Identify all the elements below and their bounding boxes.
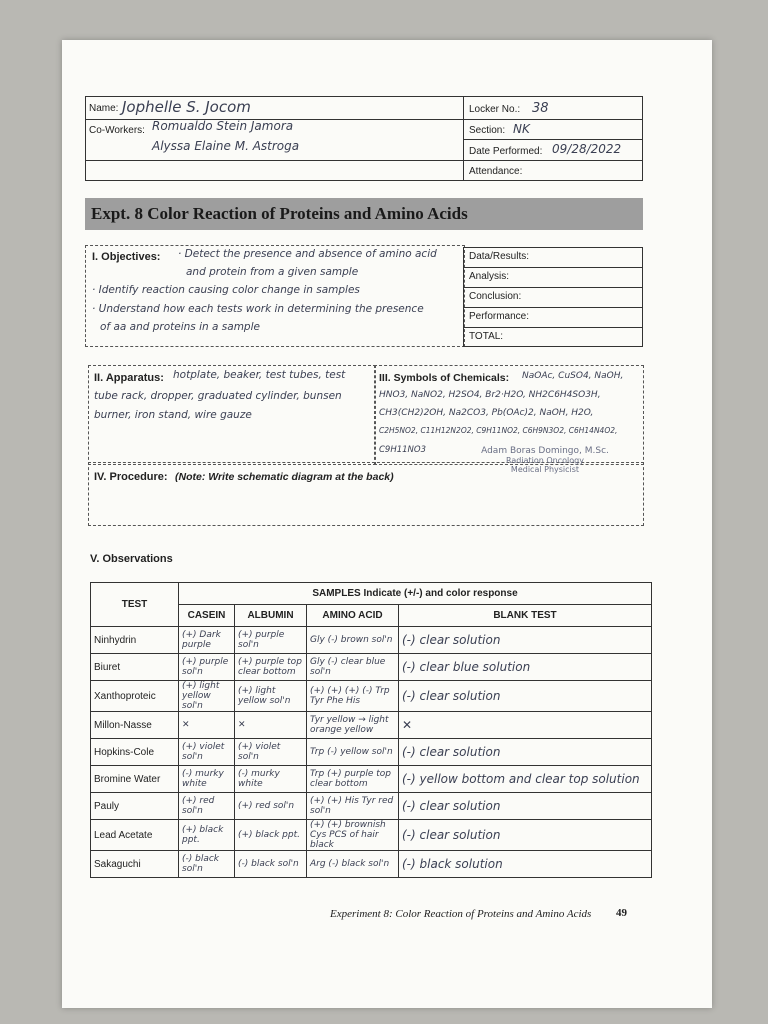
- chemicals-line-1: NaOAc, CuSO4, NaOH,: [522, 371, 624, 381]
- chemicals-line-5: C9H11NO3: [379, 445, 427, 455]
- albumin-cell: ✕: [235, 712, 307, 739]
- test-name: Ninhydrin: [91, 627, 179, 654]
- amino-acid-cell: (+) (+) brownish Cys PCS of hair black: [307, 820, 399, 851]
- footer-text: Experiment 8: Color Reaction of Proteins and Amino Acids: [330, 908, 592, 920]
- experiment-title-banner: [85, 198, 643, 230]
- amino-acid-cell: Arg (-) black sol'n: [307, 851, 399, 878]
- attendance-label: Attendance:: [469, 166, 523, 177]
- grade-data-results: Data/Results:: [464, 248, 642, 268]
- amino-acid-cell: Trp (+) purple top clear bottom: [307, 766, 399, 793]
- table-row: [91, 739, 652, 766]
- objective-line-5: of aa and proteins in a sample: [100, 321, 260, 333]
- casein-cell: (+) Dark purple: [179, 627, 235, 654]
- coworker-2: Alyssa Elaine M. Astroga: [152, 139, 300, 153]
- col-amino-acid: AMINO ACID: [307, 605, 399, 627]
- grade-analysis: Analysis:: [464, 268, 642, 288]
- apparatus-label: II. Apparatus:: [94, 372, 164, 384]
- grade-performance: Performance:: [464, 308, 642, 328]
- casein-cell: (+) red sol'n: [179, 793, 235, 820]
- albumin-cell: (-) murky white: [235, 766, 307, 793]
- test-name: Pauly: [91, 793, 179, 820]
- chemicals-line-2: HNO3, NaNO2, H2SO4, Br2·H2O, NH2C6H4SO3H,: [379, 390, 601, 400]
- albumin-cell: (+) light yellow sol'n: [235, 681, 307, 712]
- blank-test-cell: (-) clear solution: [399, 739, 652, 766]
- albumin-cell: (+) purple sol'n: [235, 627, 307, 654]
- table-row: [91, 766, 652, 793]
- objectives-label: I. Objectives:: [92, 251, 161, 263]
- col-samples: SAMPLES Indicate (+/-) and color response: [179, 583, 652, 605]
- name-value: Jophelle S. Jocom: [122, 98, 251, 116]
- objectives-section: [85, 245, 465, 347]
- observations-label: V. Observations: [90, 553, 173, 565]
- stamp-name: Adam Boras Domingo, M.Sc.: [481, 446, 609, 456]
- col-albumin: ALBUMIN: [235, 605, 307, 627]
- stamp-title: Medical Physicist: [510, 465, 580, 474]
- casein-cell: (+) light yellow sol'n: [179, 681, 235, 712]
- experiment-title: Expt. 8 Color Reaction of Proteins and Amino Acids: [91, 204, 468, 223]
- date-value: 09/28/2022: [552, 142, 622, 156]
- objective-line-3: · Identify reaction causing color change in samples: [92, 284, 360, 296]
- casein-cell: (-) black sol'n: [179, 851, 235, 878]
- grade-total: TOTAL:: [469, 331, 504, 342]
- col-blank-test: BLANK TEST: [399, 605, 652, 627]
- coworker-1: Romualdo Stein Jamora: [152, 119, 294, 133]
- objective-line-2: and protein from a given sample: [186, 266, 359, 278]
- col-test: TEST: [91, 583, 179, 627]
- locker-value: 38: [532, 101, 549, 116]
- test-name: Sakaguchi: [91, 851, 179, 878]
- amino-acid-cell: Gly (-) clear blue sol'n: [307, 654, 399, 681]
- table-row: [91, 820, 652, 851]
- casein-cell: (+) black ppt.: [179, 820, 235, 851]
- amino-acid-cell: Trp (-) yellow sol'n: [307, 739, 399, 766]
- chemicals-label: III. Symbols of Chemicals:: [379, 372, 510, 384]
- coworkers-label: Co-Workers:: [89, 125, 145, 136]
- grading-box: [463, 247, 643, 347]
- apparatus-section: [88, 365, 376, 465]
- blank-test-cell: (-) clear blue solution: [399, 654, 652, 681]
- signature-stamp: [470, 447, 620, 474]
- blank-test-cell: (-) yellow bottom and clear top solution: [399, 766, 652, 793]
- albumin-cell: (+) red sol'n: [235, 793, 307, 820]
- albumin-cell: (+) violet sol'n: [235, 739, 307, 766]
- amino-acid-cell: Tyr yellow → light orange yellow: [307, 712, 399, 739]
- albumin-cell: (+) purple top clear bottom: [235, 654, 307, 681]
- procedure-note: (Note: Write schematic diagram at the back): [175, 471, 394, 483]
- test-name: Hopkins-Cole: [91, 739, 179, 766]
- apparatus-line-3: burner, iron stand, wire gauze: [94, 409, 252, 421]
- blank-test-cell: (-) clear solution: [399, 681, 652, 712]
- section-value: NK: [513, 122, 530, 136]
- blank-test-cell: (-) clear solution: [399, 627, 652, 654]
- student-info-box: [85, 96, 643, 181]
- name-label: Name:: [89, 103, 119, 114]
- test-name: Biuret: [91, 654, 179, 681]
- amino-acid-cell: (+) (+) (+) (-) Trp Tyr Phe His: [307, 681, 399, 712]
- test-name: Xanthoproteic: [91, 681, 179, 712]
- albumin-cell: (+) black ppt.: [235, 820, 307, 851]
- casein-cell: (+) purple sol'n: [179, 654, 235, 681]
- table-row: [91, 712, 652, 739]
- chemicals-line-3: CH3(CH2)2OH, Na2CO3, Pb(OAc)2, NaOH, H2O,: [379, 408, 594, 418]
- casein-cell: (-) murky white: [179, 766, 235, 793]
- apparatus-line-2: tube rack, dropper, graduated cylinder, bunsen: [94, 390, 342, 402]
- table-row: [91, 681, 652, 712]
- amino-acid-cell: (+) (+) His Tyr red sol'n: [307, 793, 399, 820]
- blank-test-cell: (-) clear solution: [399, 793, 652, 820]
- blank-test-cell: (-) clear solution: [399, 820, 652, 851]
- casein-cell: ✕: [179, 712, 235, 739]
- blank-test-cell: ✕: [399, 712, 652, 739]
- col-casein: CASEIN: [179, 605, 235, 627]
- section-label: Section:: [469, 125, 506, 136]
- test-name: Bromine Water: [91, 766, 179, 793]
- grade-conclusion: Conclusion:: [464, 288, 642, 308]
- table-row: [91, 793, 652, 820]
- page-number: 49: [616, 907, 627, 919]
- stamp-dept: Radiation Oncology: [506, 456, 584, 465]
- table-row: [91, 654, 652, 681]
- test-name: Lead Acetate: [91, 820, 179, 851]
- chemicals-line-4: C2H5NO2, C11H12N2O2, C9H11NO2, C6H9N3O2, C6H14N4O2,: [379, 426, 618, 435]
- amino-acid-cell: Gly (-) brown sol'n: [307, 627, 399, 654]
- albumin-cell: (-) black sol'n: [235, 851, 307, 878]
- apparatus-line-1: hotplate, beaker, test tubes, test: [173, 369, 346, 381]
- casein-cell: (+) violet sol'n: [179, 739, 235, 766]
- locker-label: Locker No.:: [469, 104, 521, 115]
- objective-line-4: · Understand how each tests work in determining the presence: [92, 303, 424, 315]
- test-name: Millon-Nasse: [91, 712, 179, 739]
- observations-table: [90, 582, 652, 878]
- table-row: [91, 627, 652, 654]
- table-row: [91, 851, 652, 878]
- objective-line-1: · Detect the presence and absence of amino acid: [178, 248, 437, 260]
- procedure-label: IV. Procedure:: [94, 471, 168, 483]
- blank-test-cell: (-) black solution: [399, 851, 652, 878]
- date-label: Date Performed:: [469, 146, 543, 157]
